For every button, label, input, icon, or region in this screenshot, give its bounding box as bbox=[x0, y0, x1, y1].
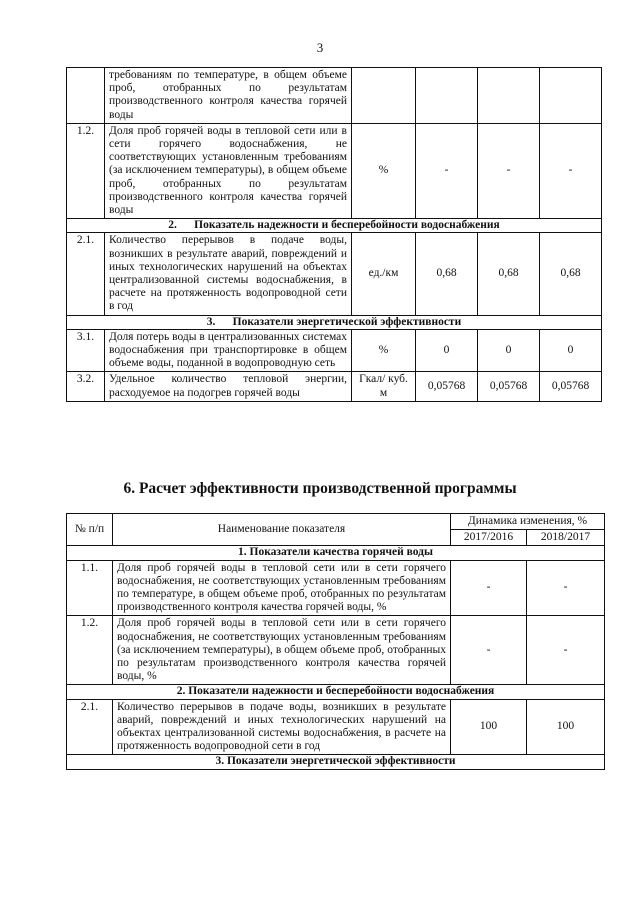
indicators-table bbox=[66, 67, 602, 402]
row-value: - bbox=[540, 123, 602, 218]
row-number: 1.2. bbox=[67, 616, 113, 685]
row-description: Количество перерывов в подаче воды, возникших в результате аварий, повреждений и иных технологических нарушений на объектах централизованной системы водоснабжения, в расчете на протяженность водопроводной сети в год bbox=[105, 233, 352, 315]
row-description: Доля проб горячей воды в тепловой сети или в сети горячего водоснабжения, не соответствующих установленным требованиям (за исключением температуры), в общем объеме проб, отобранных по результатам производственного контроля качества горячей воды bbox=[105, 123, 352, 218]
header-name: Наименование показателя bbox=[113, 514, 451, 546]
row-value: - bbox=[451, 616, 527, 685]
row-value: 100 bbox=[527, 699, 605, 755]
table-row bbox=[67, 372, 602, 401]
row-unit bbox=[352, 68, 416, 124]
row-value: 0,05768 bbox=[540, 372, 602, 401]
row-unit: ед./км bbox=[352, 233, 416, 315]
row-value: 0 bbox=[416, 329, 478, 372]
section-row bbox=[67, 755, 605, 769]
row-value: 0 bbox=[478, 329, 540, 372]
row-description: Количество перерывов в подаче воды, возникших в результате аварий, повреждений и иных технологических нарушений на объектах централизованной системы водоснабжения, в расчете на протяженность водопроводной сети в год bbox=[113, 699, 451, 755]
table-row bbox=[67, 616, 605, 685]
row-unit: % bbox=[352, 329, 416, 372]
row-number: 1.1. bbox=[67, 560, 113, 616]
row-value: 0,68 bbox=[416, 233, 478, 315]
row-value bbox=[478, 68, 540, 124]
header-num: № п/п bbox=[67, 514, 113, 546]
table-row bbox=[67, 123, 602, 218]
row-description: Удельное количество тепловой энергии, расходуемое на подогрев горячей воды bbox=[105, 372, 352, 401]
row-value: - bbox=[478, 123, 540, 218]
section-row bbox=[67, 685, 605, 699]
section-heading: 6. Расчет эффективности производственной программы bbox=[123, 480, 517, 497]
row-description: Доля проб горячей воды в тепловой сети или в сети горячего водоснабжения, не соответствующих установленным требованиям по температуре, в общем объеме проб, отобранных по результатам производственного контроля качества горячей воды, % bbox=[113, 560, 451, 616]
section-row bbox=[67, 219, 602, 233]
row-description: Доля проб горячей воды в тепловой сети или в сети горячего водоснабжения, не соответствующих установленным требованиям (за исключением температуры), в общем объеме проб, отобранных по результатам производственного контроля качества горячей воды, % bbox=[113, 616, 451, 685]
row-number: 2.1. bbox=[67, 233, 105, 315]
row-value bbox=[540, 68, 602, 124]
row-value: - bbox=[527, 560, 605, 616]
row-value: 0,68 bbox=[540, 233, 602, 315]
table-row bbox=[67, 233, 602, 315]
row-value: 0,05768 bbox=[416, 372, 478, 401]
header-row bbox=[67, 514, 605, 530]
header-year-1: 2017/2016 bbox=[451, 530, 527, 546]
row-unit: % bbox=[352, 123, 416, 218]
section-row bbox=[67, 315, 602, 329]
efficiency-table bbox=[66, 513, 605, 770]
section-title: 1. Показатели качества горячей воды bbox=[67, 546, 605, 560]
row-number bbox=[67, 68, 105, 124]
row-value: 0 bbox=[540, 329, 602, 372]
row-value: - bbox=[527, 616, 605, 685]
row-value: 0,05768 bbox=[478, 372, 540, 401]
page-number: 3 bbox=[316, 40, 324, 55]
table-row bbox=[67, 699, 605, 755]
row-value: 100 bbox=[451, 699, 527, 755]
section-title: 2. Показатели надежности и бесперебойности водоснабжения bbox=[67, 685, 605, 699]
table-row bbox=[67, 560, 605, 616]
section-title: 3. Показатели энергетической эффективности bbox=[67, 315, 602, 329]
row-value: - bbox=[416, 123, 478, 218]
row-unit: Гкал/ куб. м bbox=[352, 372, 416, 401]
section-title: 2. Показатель надежности и бесперебойности водоснабжения bbox=[67, 219, 602, 233]
table-row bbox=[67, 329, 602, 372]
row-value: - bbox=[451, 560, 527, 616]
section-title: 3. Показатели энергетической эффективности bbox=[67, 755, 605, 769]
row-value bbox=[416, 68, 478, 124]
header-year-2: 2018/2017 bbox=[527, 530, 605, 546]
header-dynamics: Динамика изменения, % bbox=[451, 514, 605, 530]
row-number: 3.2. bbox=[67, 372, 105, 401]
row-number: 2.1. bbox=[67, 699, 113, 755]
row-number: 3.1. bbox=[67, 329, 105, 372]
section-row bbox=[67, 546, 605, 560]
table-row bbox=[67, 68, 602, 124]
row-value: 0,68 bbox=[478, 233, 540, 315]
row-description: требованиям по температуре, в общем объеме проб, отобранных по результатам производственного контроля качества горячей воды bbox=[105, 68, 352, 124]
row-number: 1.2. bbox=[67, 123, 105, 218]
row-description: Доля потерь воды в централизованных системах водоснабжения при транспортировке в общем объеме воды, поданной в водопроводную сеть bbox=[105, 329, 352, 372]
